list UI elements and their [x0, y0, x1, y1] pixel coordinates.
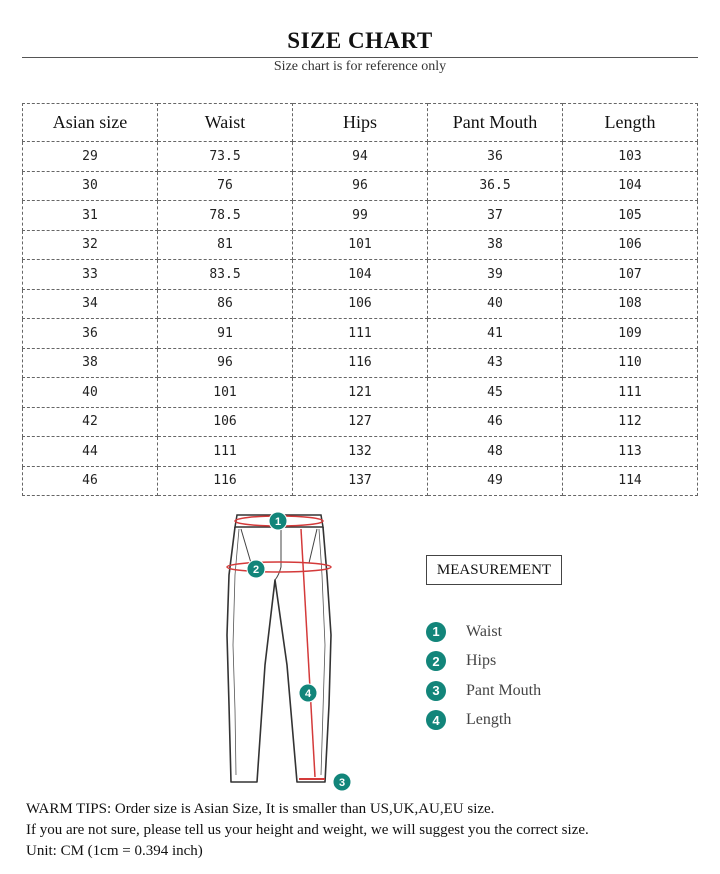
table-cell: 111 — [158, 437, 293, 467]
svg-text:2: 2 — [252, 564, 260, 576]
table-cell: 94 — [293, 142, 428, 172]
table-cell: 40 — [428, 289, 563, 319]
table-row — [23, 466, 698, 496]
legend-label: Waist — [466, 622, 503, 640]
table-cell: 101 — [293, 230, 428, 260]
measurement-heading: MEASUREMENT — [426, 555, 562, 585]
table-cell: 45 — [428, 378, 563, 408]
table-row — [23, 319, 698, 349]
table-cell: 109 — [563, 319, 698, 349]
column-header: Asian size — [23, 104, 158, 142]
table-cell: 49 — [428, 466, 563, 496]
table-row — [23, 378, 698, 408]
table-cell: 48 — [428, 437, 563, 467]
table-cell: 41 — [428, 319, 563, 349]
column-header: Pant Mouth — [428, 104, 563, 142]
table-cell: 114 — [563, 466, 698, 496]
legend-item-waist — [426, 617, 541, 647]
table-cell: 46 — [23, 466, 158, 496]
table-cell: 32 — [23, 230, 158, 260]
legend-label: Pant Mouth — [466, 681, 542, 699]
table-cell: 38 — [23, 348, 158, 378]
number-badge: 4 — [426, 710, 446, 730]
table-cell: 99 — [293, 201, 428, 231]
page-title: SIZE CHART — [287, 28, 433, 53]
table-row — [23, 260, 698, 290]
column-header: Waist — [158, 104, 293, 142]
table-cell: 96 — [293, 171, 428, 201]
legend-label: Hips — [466, 652, 497, 670]
table-cell: 44 — [23, 437, 158, 467]
measurement-legend — [426, 617, 541, 735]
table-row — [23, 230, 698, 260]
table-cell: 36 — [428, 142, 563, 172]
table-cell: 31 — [23, 201, 158, 231]
table-cell: 108 — [563, 289, 698, 319]
table-cell: 104 — [563, 171, 698, 201]
marker-4 — [299, 684, 317, 702]
table-cell: 33 — [23, 260, 158, 290]
table-cell: 111 — [293, 319, 428, 349]
table-cell: 96 — [158, 348, 293, 378]
warm-tips — [26, 799, 716, 862]
table-cell: 113 — [563, 437, 698, 467]
table-cell: 46 — [428, 407, 563, 437]
table-cell: 78.5 — [158, 201, 293, 231]
table-cell: 105 — [563, 201, 698, 231]
legend-label: Length — [466, 711, 512, 729]
table-cell: 111 — [563, 378, 698, 408]
pants-diagram — [205, 505, 365, 795]
legend-item-length — [426, 706, 541, 736]
legend-item-pant-mouth — [426, 676, 541, 706]
table-row — [23, 201, 698, 231]
table-cell: 83.5 — [158, 260, 293, 290]
table-cell: 116 — [293, 348, 428, 378]
tips-line: If you are not sure, please tell us your height and weight, we will suggest you the correct size. — [26, 822, 589, 838]
table-row — [23, 437, 698, 467]
table-cell: 112 — [563, 407, 698, 437]
table-cell: 91 — [158, 319, 293, 349]
title-divider — [22, 57, 698, 58]
table-cell: 42 — [23, 407, 158, 437]
svg-text:3: 3 — [338, 777, 346, 789]
table-cell: 116 — [158, 466, 293, 496]
legend-item-hips — [426, 647, 541, 677]
tips-line: WARM TIPS: Order size is Asian Size, It is smaller than US,UK,AU,EU size. — [26, 801, 495, 817]
marker-3 — [333, 773, 351, 791]
table-cell: 30 — [23, 171, 158, 201]
number-badge: 3 — [426, 681, 446, 701]
table-cell: 34 — [23, 289, 158, 319]
unit-note: Unit: CM (1cm = 0.394 inch) — [26, 843, 203, 859]
table-cell: 29 — [23, 142, 158, 172]
page-subtitle: Size chart is for reference only — [273, 59, 447, 74]
pants-illustration — [205, 505, 365, 795]
table-cell: 104 — [293, 260, 428, 290]
table-cell: 101 — [158, 378, 293, 408]
table-cell: 39 — [428, 260, 563, 290]
table-cell: 106 — [563, 230, 698, 260]
table-header-row — [23, 104, 698, 142]
table-cell: 43 — [428, 348, 563, 378]
table-cell: 106 — [158, 407, 293, 437]
table-row — [23, 407, 698, 437]
table-cell: 40 — [23, 378, 158, 408]
column-header: Length — [563, 104, 698, 142]
marker-2 — [247, 560, 265, 578]
table-cell: 137 — [293, 466, 428, 496]
table-cell: 107 — [563, 260, 698, 290]
table-cell: 81 — [158, 230, 293, 260]
column-header: Hips — [293, 104, 428, 142]
svg-text:4: 4 — [304, 688, 312, 700]
table-row — [23, 142, 698, 172]
table-cell: 37 — [428, 201, 563, 231]
number-badge: 1 — [426, 622, 446, 642]
number-badge: 2 — [426, 651, 446, 671]
table-cell: 127 — [293, 407, 428, 437]
marker-1 — [269, 512, 287, 530]
table-cell: 76 — [158, 171, 293, 201]
table-row — [23, 348, 698, 378]
table-cell: 106 — [293, 289, 428, 319]
table-cell: 121 — [293, 378, 428, 408]
table-cell: 132 — [293, 437, 428, 467]
table-cell: 36 — [23, 319, 158, 349]
table-cell: 38 — [428, 230, 563, 260]
size-table — [22, 103, 698, 496]
table-cell: 73.5 — [158, 142, 293, 172]
table-cell: 103 — [563, 142, 698, 172]
table-row — [23, 289, 698, 319]
table-cell: 36.5 — [428, 171, 563, 201]
table-cell: 86 — [158, 289, 293, 319]
svg-text:1: 1 — [274, 516, 282, 528]
table-row — [23, 171, 698, 201]
table-cell: 110 — [563, 348, 698, 378]
